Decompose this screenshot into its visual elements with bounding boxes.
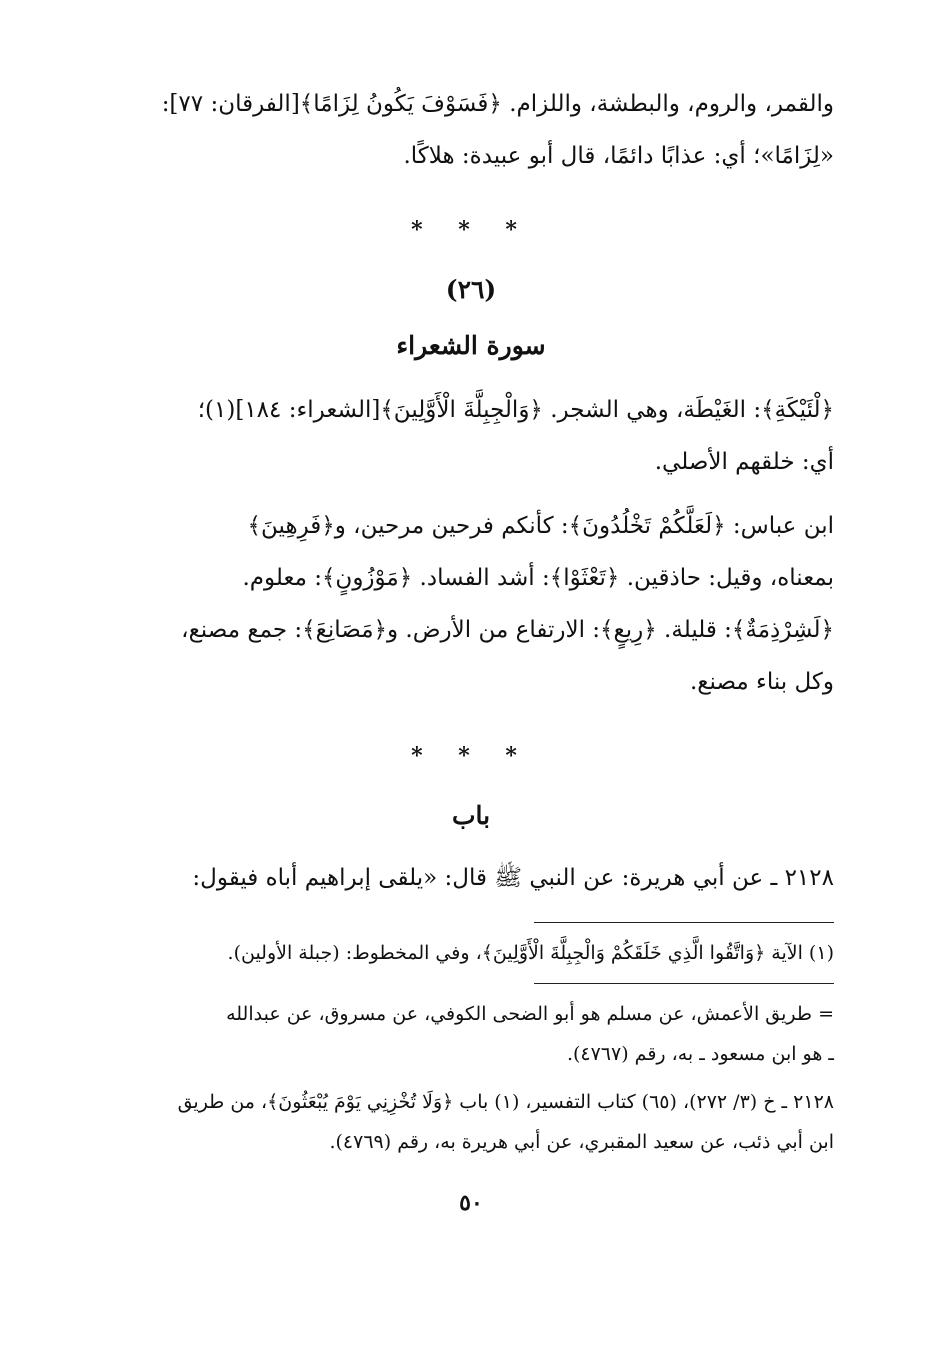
book-page [108,78,834,1318]
hadith-line: ٢١٢٨ ـ عن أبي هريرة: عن النبي ﷺ قال: «يلقى إبراهيم أباه فيقول: [192,865,834,891]
text-line: والقمر، والروم، والبطشة، واللزام. ﴿فَسَوْفَ يَكُونُ لِزَامًا﴾[الفرقان: ٧٧]: [161,91,834,117]
chapter-number: (٢٦) [445,275,497,304]
text-line: ﴿لْئَيْكَةِ﴾: الغَيْطَة، وهي الشجر. ﴿وَالْجِبِلَّةَ الْأَوَّلِينَ﴾[الشعراء: ١٨٤](١)؛ [197,397,834,423]
text-line: ابن عباس: ﴿لَعَلَّكُمْ تَخْلُدُونَ﴾: كأنكم فرحين مرحين، و﴿فَرِهِينَ﴾ [247,513,834,539]
section-title: باب [451,801,491,830]
text-line: أي: خلقهم الأصلي. [654,449,834,475]
section-separator: * * * [411,743,531,769]
footnote-line: ـ هو ابن مسعود ـ به، رقم (٤٧٦٧). [566,1043,834,1065]
main-text [108,78,834,904]
footnote-line: ٢١٢٨ ـ خ (٣/ ٢٧٢)، (٦٥) كتاب التفسير، (١) باب ﴿وَلَا تُخْزِنِي يَوْمَ يُبْعَثُونَ﴾، من طريق [177,1091,834,1113]
text-line: بمعناه، وقيل: حاذقين. ﴿تَعْثَوْا﴾: أشد الفساد. ﴿مَوْزُونٍ﴾: معلوم. [242,565,834,591]
footnote-line: = طريق الأعمش، عن مسلم هو أبو الضحى الكوفي، عن مسروق، عن عبدالله [226,1003,834,1025]
footnotes [108,923,834,1162]
text-line: وكل بناء مصنع. [689,669,834,695]
text-line: ﴿لَشِرْذِمَةٌ﴾: قليلة. ﴿رِيعٍ﴾: الارتفاع من الأرض. و﴿مَصَانِعَ﴾: جمع مصنع، [181,617,834,643]
section-separator: * * * [411,217,531,243]
footnote: (١) الآية ﴿وَاتَّقُوا الَّذِي خَلَقَكُمْ وَالْجِبِلَّةَ الْأَوَّلِينَ﴾، وفي المخطوط: (جبلة الأولين). [227,942,834,964]
footnote-line: ابن أبي ذئب، عن سعيد المقبري، عن أبي هريرة به، رقم (٤٧٦٩). [329,1131,834,1153]
page-number: ٥٠ [459,1190,483,1216]
chapter-title: سورة الشعراء [396,331,546,360]
text-line: «لِزَامًا»؛ أي: عذابًا دائمًا، قال أبو عبيدة: هلاكًا. [403,143,834,169]
